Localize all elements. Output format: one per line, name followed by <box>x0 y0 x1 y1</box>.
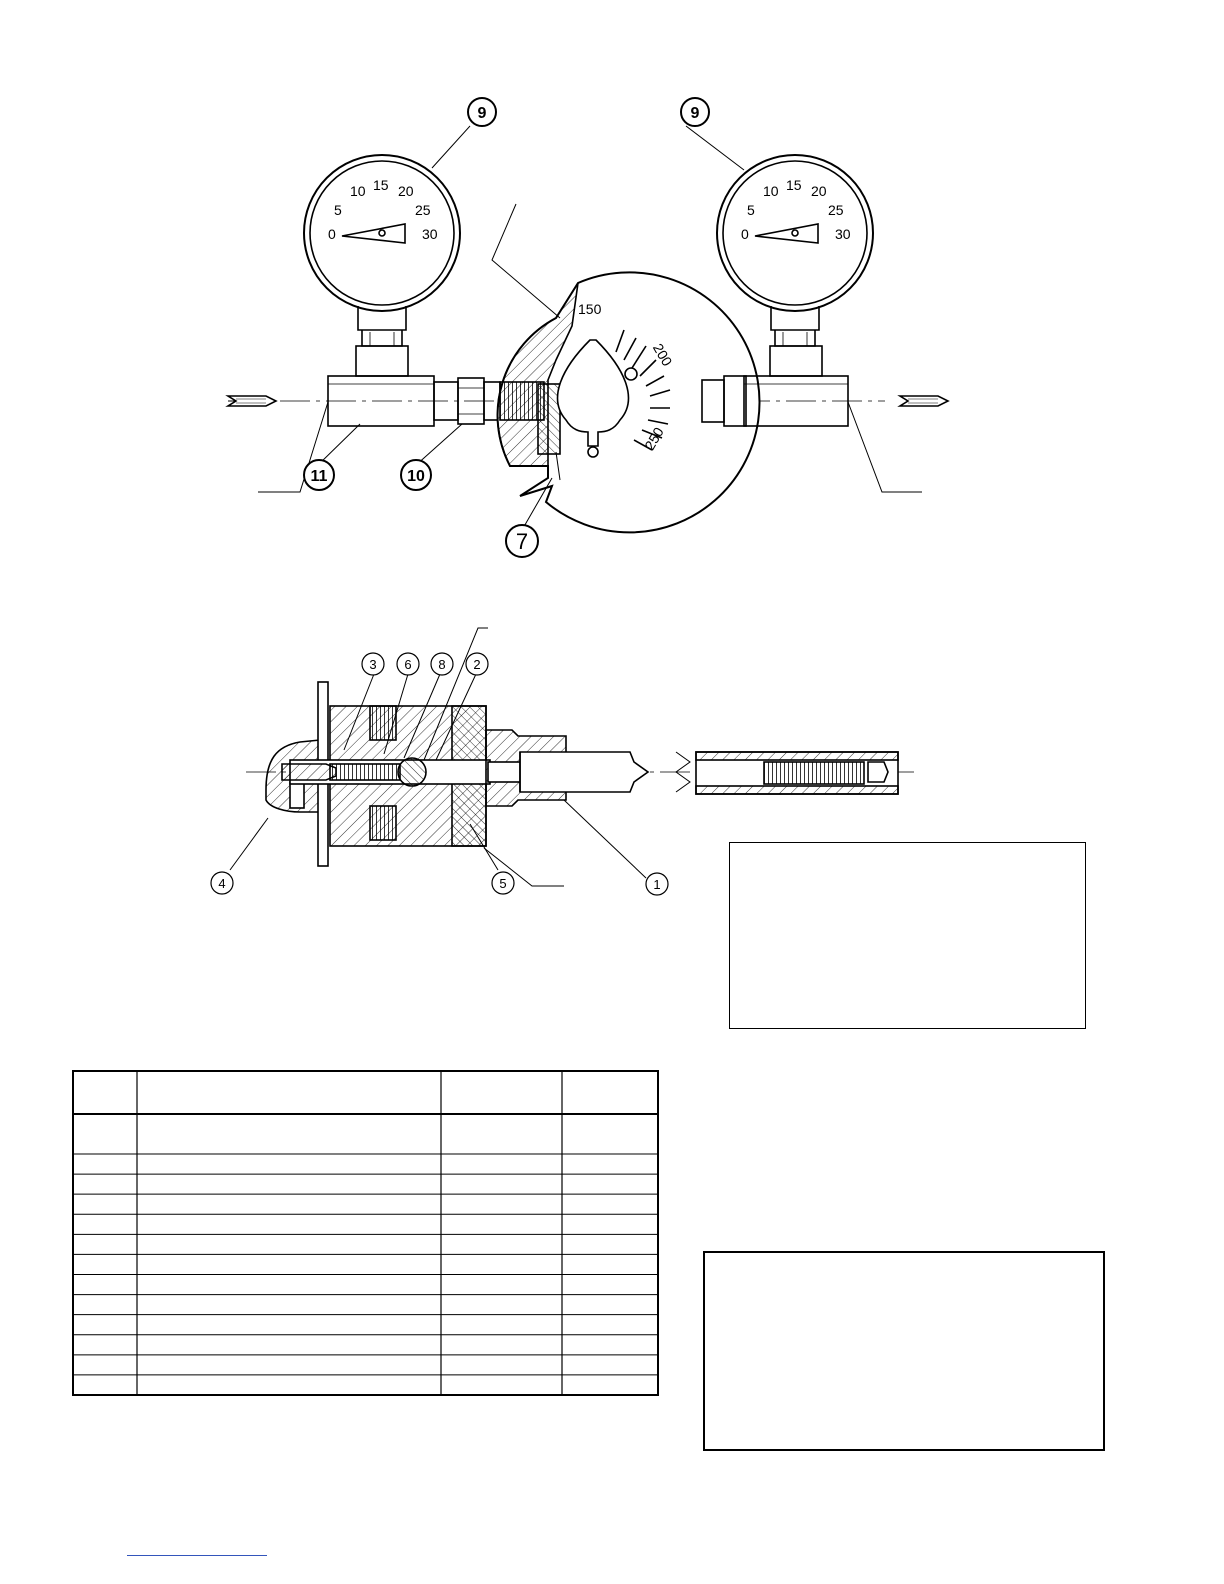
callout-5 <box>492 872 514 894</box>
callout-3 <box>362 653 384 675</box>
svg-text:1: 1 <box>653 877 661 892</box>
valve-cross-section <box>266 682 898 866</box>
left-gauge-scale-15: 15 <box>373 177 389 193</box>
left-gauge-scale-20: 20 <box>398 183 414 199</box>
callout-9-right <box>681 98 709 126</box>
outlet-arrow <box>900 396 948 406</box>
right-gauge-scale-30: 30 <box>835 226 851 242</box>
note-box-upper <box>729 842 1086 1029</box>
table-rows <box>73 1154 658 1375</box>
svg-text:4: 4 <box>218 876 226 891</box>
right-gauge-scale-0: 0 <box>741 226 749 242</box>
svg-text:9: 9 <box>690 105 700 122</box>
parts-list-table <box>72 1070 659 1396</box>
footer-link[interactable] <box>127 1555 267 1556</box>
right-gauge-scale-10: 10 <box>763 183 779 199</box>
svg-text:3: 3 <box>369 657 377 672</box>
right-gauge-scale-25: 25 <box>828 202 844 218</box>
callout-9-left <box>468 98 496 126</box>
inlet-arrow <box>228 396 276 406</box>
dial-scale-250: 250 <box>641 424 667 453</box>
right-gauge-scale-20: 20 <box>811 183 827 199</box>
dial-scale-150: 150 <box>578 301 602 317</box>
callout-7 <box>506 525 538 557</box>
svg-text:5: 5 <box>499 876 507 891</box>
left-gauge-scale-30: 30 <box>422 226 438 242</box>
callout-11 <box>304 460 334 490</box>
note-box-lower <box>703 1251 1105 1451</box>
svg-text:7: 7 <box>515 529 529 554</box>
svg-text:6: 6 <box>404 657 412 672</box>
svg-text:8: 8 <box>438 657 446 672</box>
left-gauge-scale-0: 0 <box>328 226 336 242</box>
callout-4 <box>211 872 233 894</box>
left-gauge-scale-5: 5 <box>334 202 342 218</box>
dial-scale-200: 200 <box>649 340 676 369</box>
callout-8 <box>431 653 453 675</box>
svg-text:11: 11 <box>310 468 328 485</box>
svg-text:10: 10 <box>407 468 425 485</box>
callout-6 <box>397 653 419 675</box>
svg-text:2: 2 <box>473 657 481 672</box>
right-gauge-scale-15: 15 <box>786 177 802 193</box>
callout-2 <box>466 653 488 675</box>
regulator-body <box>498 272 760 532</box>
left-tee-fitting <box>328 346 434 426</box>
svg-text:9: 9 <box>477 105 487 122</box>
callout-10 <box>401 460 431 490</box>
right-gauge-scale-5: 5 <box>747 202 755 218</box>
left-gauge-scale-25: 25 <box>415 202 431 218</box>
left-gauge-scale-10: 10 <box>350 183 366 199</box>
callout-1 <box>646 873 668 895</box>
